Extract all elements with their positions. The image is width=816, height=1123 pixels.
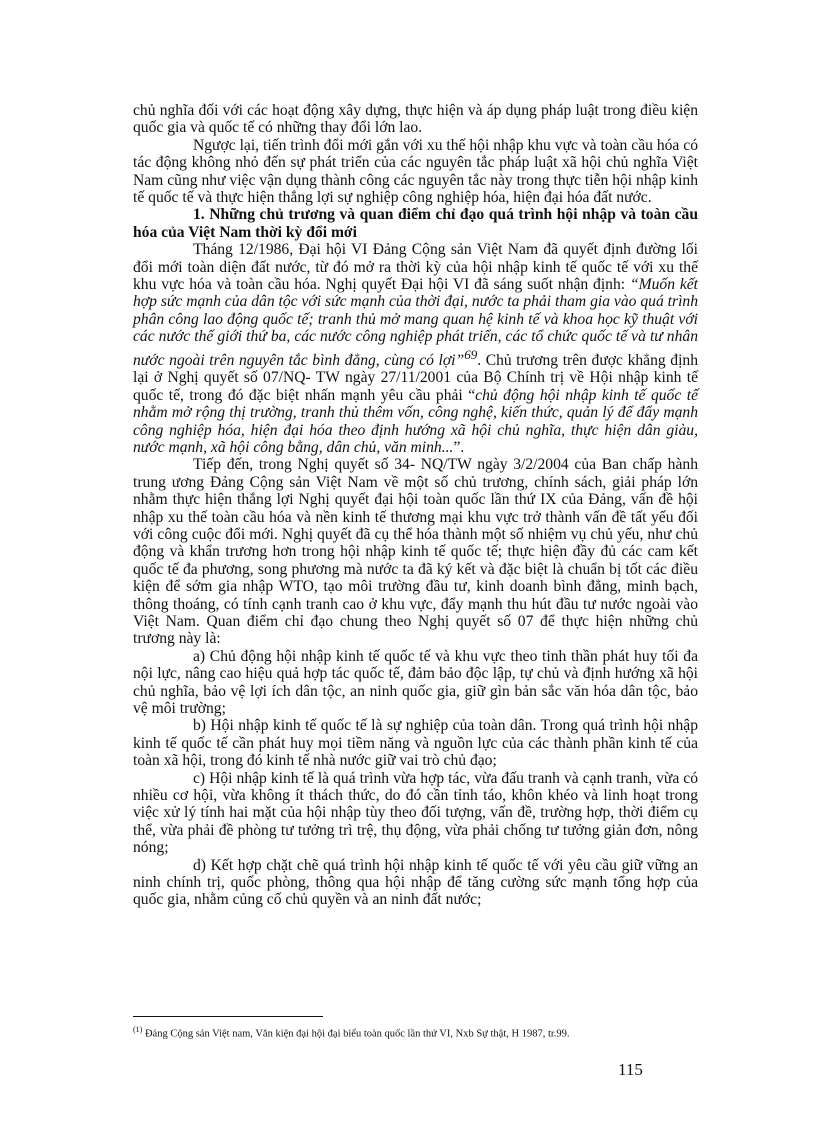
footnote-reference: 69: [464, 346, 478, 362]
point-a: a) Chủ động hội nhập kinh tế quốc tế và khu vực theo tinh thần phát huy tối đa nội lực, nâng cao hiệu quả hợp tác quốc tế, đảm bảo độc lập, tự chủ và định hướng xã hội chủ nghĩa, bảo vệ lợi ích dân tộc, an ninh quốc gia, giữ gìn bản sắc văn hóa dân tộc, bảo vệ môi trường;: [133, 647, 698, 717]
point-b: b) Hội nhập kinh tế quốc tế là sự nghiệp của toàn dân. Trong quá trình hội nhập kinh tế quốc tế cần phát huy mọi tiềm năng và nguồn lực của các thành phần kinh tế của toàn xã hội, trong đó kinh tế nhà nước giữ vai trò chủ đạo;: [133, 717, 698, 770]
paragraph-1: chủ nghĩa đối với các hoạt động xây dựng, thực hiện và áp dụng pháp luật trong điều kiện quốc gia và quốc tế có những thay đổi lớn lao.: [133, 102, 698, 137]
footnote: [133, 1023, 713, 1041]
section-heading: 1. Những chủ trương và quan điểm chỉ đạo quá trình hội nhập và toàn cầu hóa của Việt Nam thời kỳ đổi mới: [133, 206, 698, 241]
point-d: d) Kết hợp chặt chẽ quá trình hội nhập kinh tế quốc tế với yêu cầu giữ vững an ninh chính trị, quốc phòng, thông qua hội nhập để tăng cường sức mạnh tổng hợp của quốc gia, nhằm củng cố chủ quyền và an ninh đất nước;: [133, 856, 698, 909]
quote-resolution-07: chủ động hội nhập kinh tế quốc tế nhằm mở rộng thị trường, tranh thủ thêm vốn, công nghệ, kiến thức, quản lý để đẩy mạnh công nghiệp hóa, hiện đại hóa theo định hướng xã hội chủ nghĩa, thực hiện dân giàu, nước mạnh, xã hội công bằng, dân chủ, văn minh...: [133, 386, 698, 456]
paragraph-3-middle: . Chủ trương trên được khẳng định lại ở Nghị quyết số 07/NQ- TW ngày 27/11/2001 của Bộ Chính trị về Hội nhập kinh tế quốc tế, trong đó đặc biệt nhấn mạnh yêu cầu phải “: [133, 351, 698, 404]
footnote-divider: [133, 1016, 323, 1017]
paragraph-3: [133, 241, 698, 456]
quote-resolution-vi: “Muốn kết hợp sức mạnh của dân tộc với sức mạnh của thời đại, nước ta phải tham gia vào quá trình phân công lao động quốc tế; tranh thủ mở mang quan hệ kinh tế và khoa học kỹ thuật với các nước thế giới thứ ba, các nước công nghiệp phát triển, các tổ chức quốc tế và tư nhân nước ngoài trên nguyên tắc bình đẳng, cùng có lợi”: [133, 276, 698, 369]
footnote-text: Đảng Cộng sản Việt nam, Văn kiện đại hội đại biểu toàn quốc lần thứ VI, Nxb Sự thật, H 1987, tr.99.: [144, 1028, 570, 1040]
page-number: 115: [618, 1060, 643, 1079]
body-text: [133, 102, 698, 909]
paragraph-3-intro: Tháng 12/1986, Đại hội VI Đảng Cộng sản Việt Nam đã quyết định đường lối đổi mới toàn diện đất nước, từ đó mở ra thời kỳ của hội nhập kinh tế quốc tế với xu thế khu vực hóa và toàn cầu hóa. Nghị quyết Đại hội VI đã sáng suốt nhận định:: [133, 241, 698, 294]
paragraph-3-end: ”.: [453, 438, 465, 456]
point-c: c) Hội nhập kinh tế là quá trình vừa hợp tác, vừa đấu tranh và cạnh tranh, vừa có nhiều cơ hội, vừa không ít thách thức, do đó cần tỉnh táo, khôn khéo và linh hoạt trong việc xử lý tính hai mặt của hội nhập tùy theo đối tượng, vấn đề, trường hợp, thời điểm cụ thể, vừa phải đề phòng tư tưởng trì trệ, thụ động, vừa phải chống tư tưởng giản đơn, nông nóng;: [133, 769, 698, 857]
paragraph-2: Ngược lại, tiến trình đổi mới gắn với xu thế hội nhập khu vực và toàn cầu hóa có tác động không nhỏ đến sự phát triển của các nguyên tắc pháp luật xã hội chủ nghĩa Việt Nam cũng như việc vận dụng thành công các nguyên tắc này trong thực tiễn hội nhập kinh tế quốc tế và thực hiện thắng lợi sự nghiệp công nghiệp hóa, hiện đại hóa đất nước.: [133, 136, 698, 207]
paragraph-4: Tiếp đến, trong Nghị quyết số 34- NQ/TW ngày 3/2/2004 của Ban chấp hành trung ương Đảng Cộng sản Việt Nam về một số chủ trương, chính sách, giải pháp lớn nhằm thực hiện thắng lợi Nghị quyết đại hội toàn quốc lần thứ IX của Đảng, vấn đề hội nhập xu thế toàn cầu hóa và nền kinh tế thương mại khu vực trở thành vấn đề tất yếu đối với công cuộc đổi mới. Nghị quyết đã cụ thể hóa thành một số nhiệm vụ chủ yếu, như chủ động và khẩn trương hơn trong hội nhập kinh tế quốc tế; thực hiện đầy đủ các cam kết quốc tế đa phương, song phương mà nước ta đã ký kết và đặc biệt là chuẩn bị tốt các điều kiện để sớm gia nhập WTO, tạo môi trường đầu tư, kinh doanh bình đẳng, minh bạch, thông thoáng, có tính cạnh tranh cao ở khu vực, đẩy mạnh thu hút đầu tư nước ngoài vào Việt Nam. Quan điểm chỉ đạo chung theo Nghị quyết số 07 để thực hiện những chủ trương này là:: [133, 456, 698, 648]
footnote-marker: (1): [133, 1025, 143, 1034]
